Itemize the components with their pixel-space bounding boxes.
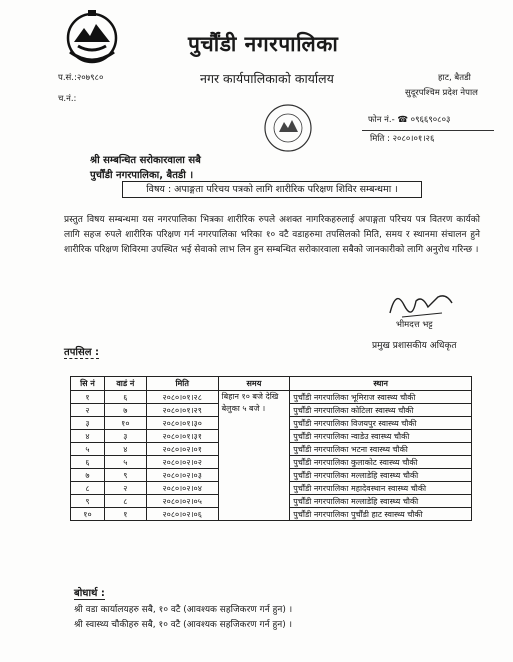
phone-number: फोन नं.- ☎ ०९६६९०८०३ <box>368 115 451 125</box>
cell-date: २०८०।०१।२८ <box>146 391 218 404</box>
address-line-1: हाट, बैतडी <box>438 73 471 83</box>
cc-heading: बोधार्थ : <box>74 585 105 600</box>
cell-serial: १० <box>71 508 105 521</box>
cell-serial: ६ <box>71 456 105 469</box>
cell-ward: १ <box>104 508 146 521</box>
cell-location: पुर्चौंडी नगरपालिका कोटिला स्वास्थ्य चौकी <box>290 404 472 417</box>
cell-date: २०८०।०१।३० <box>146 417 218 430</box>
header-divider <box>362 130 494 131</box>
table-row <box>71 391 472 404</box>
cell-serial: ४ <box>71 430 105 443</box>
header-location: स्थान <box>290 377 472 391</box>
header-serial: सि नं <box>71 377 105 391</box>
cell-date: २०८०।०२।०१ <box>146 443 218 456</box>
cell-serial: ३ <box>71 417 105 430</box>
table-header-row <box>71 377 472 391</box>
subject-line: विषय : अपाङ्गता परिचय पत्रको लागि शारीरिक परिक्षण शिविर सम्बन्धमा । <box>122 181 422 198</box>
cell-time: बिहान १० बजे देखि बेलुका ५ बजे । <box>218 391 290 521</box>
cell-ward: ९ <box>104 469 146 482</box>
cell-location: पुर्चौंडी नगरपालिका न्वाडेउ स्वास्थ्य चौकी <box>290 430 472 443</box>
cell-date: २०८०।०२।०४ <box>146 482 218 495</box>
cell-ward: २ <box>104 482 146 495</box>
cell-date: २०८०।०२।०५ <box>146 495 218 508</box>
municipality-title: पुर्चौंडी नगरपालिका <box>188 32 339 56</box>
header-ward: वाडं नं <box>104 377 146 391</box>
cell-ward: ८ <box>104 495 146 508</box>
reference-number: प.सं.:२०७९८० <box>58 73 104 83</box>
schedule-heading: तपसिल : <box>64 344 99 359</box>
cell-ward: १० <box>104 417 146 430</box>
header-time: समय <box>218 377 290 391</box>
cell-location: पुर्चौंडी नगरपालिका महादेवस्थान स्वास्थ्य चौकी <box>290 482 472 495</box>
cell-date: २०८०।०१।३१ <box>146 430 218 443</box>
cell-serial: ७ <box>71 469 105 482</box>
cc-line-2: श्री स्वास्थ्य चौकीहरु सबै, १० वटै (आवश्यक सहजिकरण गर्न हुन) । <box>74 620 292 630</box>
recipient-line-1: श्री सम्बन्धित सरोकारवाला सबै <box>90 155 201 166</box>
nepal-emblem-icon <box>60 8 124 68</box>
cell-location: पुर्चौंडी नगरपालिका पुर्चौंडी हाट स्वास्थ्य चौकी <box>290 508 472 521</box>
cell-serial: ९ <box>71 495 105 508</box>
address-line-2: सुदूरपश्चिम प्रदेश नेपाल <box>405 88 478 98</box>
cell-location: पुर्चौंडी नगरपालिका मल्लाडेहि स्वास्थ्य चौकी <box>290 469 472 482</box>
schedule-table <box>70 376 472 521</box>
cell-ward: ७ <box>104 404 146 417</box>
cell-serial: २ <box>71 404 105 417</box>
office-subtitle: नगर कार्यपालिकाको कार्यालय <box>200 71 334 86</box>
header-date: मिति <box>146 377 218 391</box>
signatory-designation: प्रमुख प्रशासकीय अधिकृत <box>372 341 457 351</box>
dispatch-number: च.नं.: <box>58 94 77 104</box>
cell-ward: ५ <box>104 456 146 469</box>
cell-location: पुर्चौंडी नगरपालिका विजयपुर स्वास्थ्य चौकी <box>290 417 472 430</box>
signatory-name: भीमदत्त भट्ट <box>396 320 433 330</box>
letter-date: मिति : २०८०।०१।२६ <box>370 134 435 144</box>
cell-date: २०८०।०२।०६ <box>146 508 218 521</box>
cell-location: पुर्चौंडी नगरपालिका भूमिराज स्वास्थ्य चौकी <box>290 391 472 404</box>
cell-location: पुर्चौंडी नगरपालिका भटना स्वास्थ्य चौकी <box>290 443 472 456</box>
cell-serial: ८ <box>71 482 105 495</box>
cell-serial: ५ <box>71 443 105 456</box>
cell-ward: ६ <box>104 391 146 404</box>
cell-date: २०८०।०२।०२ <box>146 456 218 469</box>
cc-line-1: श्री वडा कार्यालयहरु सबै, १० वटै (आवश्यक सहजिकरण गर्न हुन) । <box>74 605 293 615</box>
cell-location: पुर्चौंडी नगरपालिका मल्लाडेहि स्वास्थ्य चौकी <box>290 495 472 508</box>
recipient-line-2: पुर्चौंडी नगरपालिका, बैतडी । <box>90 170 194 181</box>
office-stamp-icon <box>262 102 314 154</box>
cell-ward: ४ <box>104 443 146 456</box>
body-paragraph: प्रस्तुत विषय सम्बन्धमा यस नगरपालिका भित्रका शारीरिक रुपले अशक्त नागरिकहरुलाई अपाङ्गता परिचय पत्र वितरण कार्यको लागि सहज रुपले शारीरिक परिक्षण गर्न नगरपालिका भरिका १० वटै वडाहरुमा तपसिलको मिति, समय र स्थानमा संचालन हुने शारीरिक परिक्षण शिविरमा उपस्थित भई सेवाको लाभ लिन हुन सम्बन्धित सरोकारवाला सबैको जानकारीको लागि अनुरोध गरिन्छ । <box>64 215 480 255</box>
cell-date: २०८०।०२।०३ <box>146 469 218 482</box>
cell-location: पुर्चौंडी नगरपालिका कुलाकोट स्वास्थ्य चौकी <box>290 456 472 469</box>
cell-serial: १ <box>71 391 105 404</box>
signature-icon <box>382 283 462 323</box>
cell-date: २०८०।०१।२९ <box>146 404 218 417</box>
cell-ward: ३ <box>104 430 146 443</box>
